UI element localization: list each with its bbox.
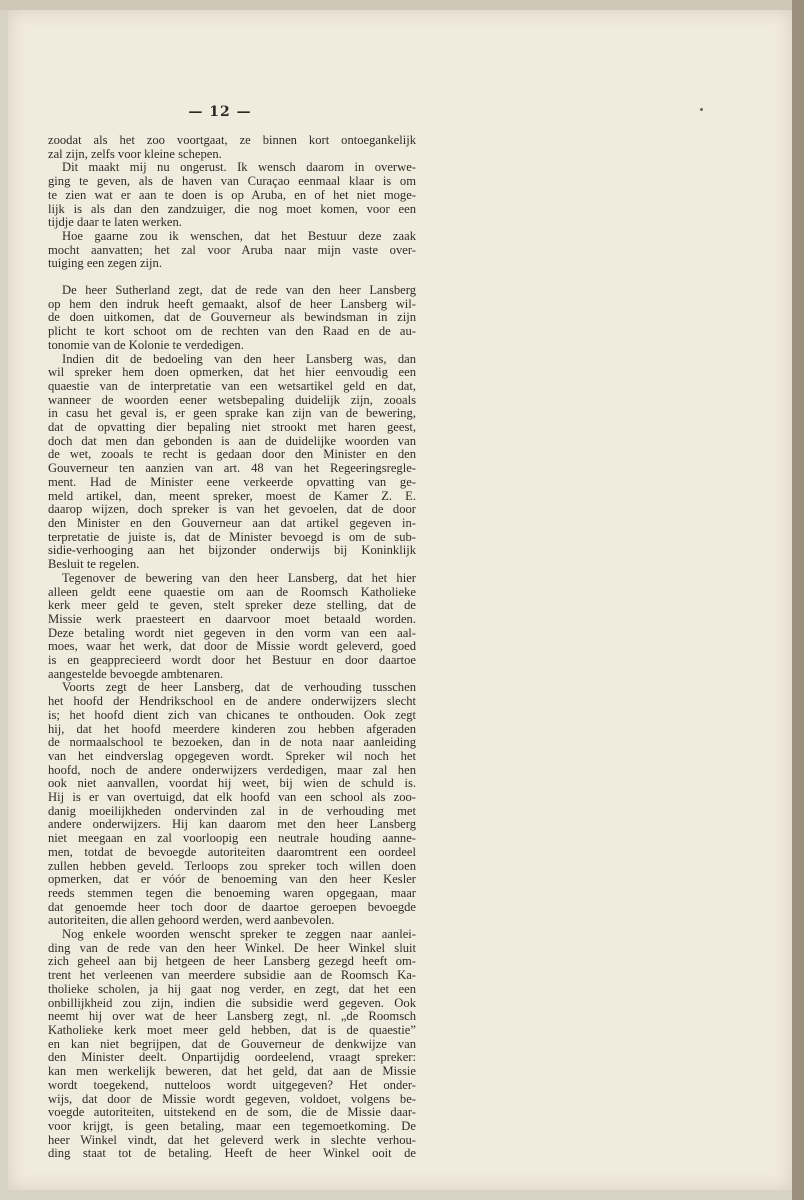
text-line: Deze betaling wordt niet gegeven in den vorm van een aal- <box>48 625 416 640</box>
text-line: van het eindverslag opgegeven wordt. Spreker wil noch het <box>48 748 416 763</box>
text-line: ging te geven, als de haven van Curaçao eenmaal klaar is om <box>48 174 416 189</box>
text-line: heer Winkel vindt, dat het geleverd werk in slechte verhou- <box>48 1132 416 1147</box>
text-line: dat de opvatting dier bepaling niet strookt met haren geest, <box>48 420 416 435</box>
text-line: dat genoemde heer toch door de daartoe geroepen bevoegde <box>48 899 416 914</box>
text-line: Voorts zegt de heer Lansberg, dat de verhouding tusschen <box>62 680 416 695</box>
text-line: mocht aanvatten; het zal voor Aruba naar mijn vaste over- <box>48 242 416 257</box>
text-line: de doen uitkomen, dat de Gouverneur als bewindsman in zijn <box>48 310 416 325</box>
text-line: ding van de rede van den heer Winkel. De heer Winkel sluit <box>48 940 416 955</box>
text-line: hoofd, noch de andere onderwijzers verdedigen, maar zal hen <box>48 762 416 777</box>
text-line: zal zijn, zelfs voor kleine schepen. <box>48 146 222 161</box>
text-line: zullen hebben geveld. Terloops zou spreker toch willen doen <box>48 858 416 873</box>
text-line: quaestie van de interpretatie van een wetsartikel geld en dat, <box>48 378 416 393</box>
text-line: Gouverneur ten aanzien van art. 48 van het Regeeringsregle- <box>48 461 416 476</box>
text-line: sidie-verhooging aan het bijzonder onderwijs bij Koninklijk <box>48 543 416 558</box>
text-line: Hij is er van overtuigd, dat elk hoofd van een school als zoo- <box>48 790 416 805</box>
text-line: voor krijgt, is geen betaling, maar een tegemoetkoming. De <box>48 1118 416 1133</box>
text-line: wordt toegekend, nutteloos wordt uitgegeven? Het onder- <box>48 1077 416 1092</box>
text-line: Missie werk praesteert en daarvoor moet betaald worden. <box>48 611 416 626</box>
text-line: voegde autoriteiten, uitstekend en de som, die de Missie daar- <box>48 1105 416 1120</box>
text-line: ding staat tot de betaling. Heeft de heer Winkel ooit de <box>48 1146 416 1161</box>
page-speck <box>700 108 703 111</box>
text-line: tonomie van de Kolonie te verdedigen. <box>48 337 244 352</box>
text-line: terpretatie de juiste is, dat de Minister bevoegd is om de sub- <box>48 529 416 544</box>
scan-top-edge <box>0 0 804 10</box>
text-line: plicht te kort schoot om de rechten van den Raad en de au- <box>48 324 416 339</box>
text-line: Katholieke kerk moet meer geld hebben, dat is de quaestie” <box>48 1023 416 1037</box>
text-line: Indien dit de bedoeling van den heer Lansberg was, dan <box>62 351 416 366</box>
text-line: wil spreker hem doen opmerken, dat het hier eenvoudig een <box>48 365 416 380</box>
text-line: den Minister deelt. Onpartijdig oordeelend, vraagt spreker: <box>48 1050 416 1065</box>
text-line: danig moeilijkheden ondervinden zal in de verhouding met <box>48 803 416 818</box>
text-line: autoriteiten, die allen gehoord werden, werd aanbevolen. <box>48 913 335 928</box>
text-line: ment. Had de Minister eene verkeerde opvatting van ge- <box>48 474 416 489</box>
text-line: de normaalschool te bezoeken, dan in de nota naar aanleiding <box>48 735 416 750</box>
text-line: in casu het geval is, er geen sprake kan zijn van de bewering, <box>48 406 416 421</box>
text-line: hij, dat het hoofd meerdere kinderen zou hebben afgeraden <box>48 721 416 736</box>
text-line: den Minister en den Gouverneur aan dat artikel gegeven in- <box>48 515 416 530</box>
text-line: aangestelde bevoegde ambtenaren. <box>48 666 224 681</box>
text-line: tijdje daar te laten werken. <box>48 215 182 230</box>
text-line: Hoe gaarne zou ik wenschen, dat het Bestuur deze zaak <box>62 228 416 243</box>
text-line: Nog enkele woorden wenscht spreker te zeggen naar aanlei- <box>62 927 416 942</box>
text-line: opmerken, dat er vóór de benoeming van den heer Kesler <box>48 872 416 887</box>
text-line: is; het hoofd dient zich van chicanes te onthouden. Ook zegt <box>48 707 416 722</box>
text-line: trent het verleenen van meerdere subsidie aan de Roomsch Ka- <box>48 968 416 983</box>
text-line: Tegenover de bewering van den heer Lansberg, dat het hier <box>62 570 416 585</box>
text-line: en kan niet begrijpen, dat de Gouverneur de denkwijze van <box>48 1036 416 1051</box>
text-line: onbillijkheid zou zijn, indien die subsidie werd gegeven. Ook <box>48 995 416 1010</box>
text-line: tuiging een zegen zijn. <box>48 256 163 271</box>
text-line: het hoofd der Hendrikschool en de andere onderwijzers slecht <box>48 694 416 709</box>
text-line: tholieke scholen, ja hij gaat nog verder, en zegt, dat het een <box>48 981 416 996</box>
text-line: reeds stemmen tegen die benoeming waren opgegaan, maar <box>48 885 416 900</box>
text-line: andere onderwijzers. Hij kan daarom met den heer Lansberg <box>48 817 416 832</box>
text-line: lijk is als dan den zandzuiger, die nog moet komen, voor een <box>48 201 416 216</box>
text-line: ook niet aanvallen, voordat hij weet, bij wien de schuld is. <box>48 776 416 791</box>
text-line: doch dat men dan gebonden is aan de duidelijke woorden van <box>48 433 416 448</box>
text-line: neemt hij over wat de heer Lansberg zegt, nl. „de Roomsch <box>48 1009 416 1024</box>
text-line: op hem den indruk heeft gemaakt, alsof de heer Lansberg wil- <box>48 296 416 311</box>
text-line: zoodat als het zoo voortgaat, ze binnen kort ontoegankelijk <box>48 133 416 147</box>
text-line: meld artikel, dan, meent spreker, moest de Kamer Z. E. <box>48 488 416 503</box>
text-line: is en geapprecieerd wordt door het Bestuur en door daartoe <box>48 653 416 668</box>
text-line: te zien wat er aan te doen is op Aruba, en of het niet moge- <box>48 187 416 202</box>
text-line: de wet, zooals te recht is gedaan door den Minister en den <box>48 447 416 462</box>
text-line: Dit maakt mij nu ongerust. Ik wensch daarom in overwe- <box>62 160 416 175</box>
text-line: men, totdat de bevoegde autoriteiten daaromtrent een oordeel <box>48 844 416 859</box>
text-line: daarop wijzen, doch spreker is van het gevoelen, dat de door <box>48 502 416 517</box>
text-line: moes, waar het werk, dat door de Missie wordt geleverd, goed <box>48 639 416 654</box>
page-number: — 12 — <box>188 104 252 120</box>
body-text <box>48 134 416 1161</box>
scan-right-edge <box>792 0 804 1200</box>
text-line: alleen geldt eene quaestie om aan de Roomsch Katholieke <box>48 584 416 599</box>
text-line: wanneer de woorden eener wetsbepaling duidelijk zijn, zooals <box>48 392 416 407</box>
text-line: Besluit te regelen. <box>48 557 140 572</box>
text-line: niet meegaan en zal voorloopig een neutrale houding aanne- <box>48 831 416 846</box>
text-line: De heer Sutherland zegt, dat de rede van den heer Lansberg <box>62 283 416 298</box>
text-line: kerk meer geld te geven, stelt spreker deze stelling, dat de <box>48 598 416 613</box>
text-line: wijs, dat door de Missie wordt gegeven, voldoet, volgens be- <box>48 1091 416 1106</box>
text-line: zich geheel aan bij hetgeen de heer Lansberg gezegd heeft om- <box>48 954 416 969</box>
text-line: kan men werkelijk beweren, dat het geld, dat aan de Missie <box>48 1064 416 1079</box>
